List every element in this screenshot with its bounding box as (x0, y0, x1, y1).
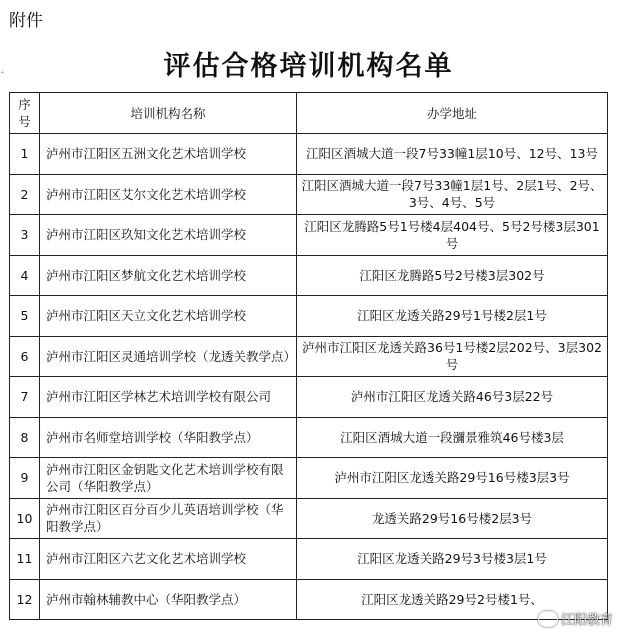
header-name: 培训机构名称 (40, 93, 297, 134)
row-name: 泸州市翰林辅教中心（华阳教学点） (40, 579, 297, 620)
attachment-label: 附件 (9, 11, 43, 31)
row-name: 泸州市江阳区玖知文化艺术培训学校 (40, 215, 297, 256)
row-no: 6 (10, 336, 40, 377)
row-no: 9 (10, 458, 40, 499)
header-no: 序号 (10, 93, 40, 134)
table-row (10, 336, 608, 377)
wechat-icon (538, 611, 558, 627)
table-row (10, 215, 608, 256)
table-row (10, 458, 608, 499)
row-addr: 江阳区龙腾路5号1号楼4层404号、5号2号楼3层301号 (297, 215, 608, 256)
row-name: 泸州市江阳区灵通培训学校（龙透关教学点） (40, 336, 297, 377)
row-no: 10 (10, 498, 40, 539)
row-name: 泸州市江阳区金钥匙文化艺术培训学校有限公司（华阳教学点） (40, 458, 297, 499)
row-name: 泸州市江阳区学林艺术培训学校有限公司 (40, 377, 297, 418)
row-no: 8 (10, 417, 40, 458)
institution-table (9, 92, 608, 620)
header-addr: 办学地址 (297, 93, 608, 134)
row-no: 4 (10, 255, 40, 296)
row-name: 泸州市名师堂培训学校（华阳教学点） (40, 417, 297, 458)
watermark-text: 江阳教育 (560, 613, 613, 628)
row-name: 泸州市江阳区艾尔文化艺术培训学校 (40, 174, 297, 215)
table-row (10, 539, 608, 580)
row-no: 2 (10, 174, 40, 215)
table-row (10, 296, 608, 337)
row-addr: 江阳区龙透关路29号3号楼3层1号 (297, 539, 608, 580)
table-row (10, 377, 608, 418)
row-no: 7 (10, 377, 40, 418)
table-row (10, 498, 608, 539)
table-row (10, 174, 608, 215)
row-no: 5 (10, 296, 40, 337)
row-no: 11 (10, 539, 40, 580)
row-name: 泸州市江阳区天立文化艺术培训学校 (40, 296, 297, 337)
row-addr: 泸州市江阳区龙透关路29号16号楼3层3号 (297, 458, 608, 499)
row-addr: 江阳区酒城大道一段7号33幢1层10号、12号、13号 (297, 134, 608, 175)
row-addr: 泸州市江阳区龙透关路46号3层22号 (297, 377, 608, 418)
row-name: 泸州市江阳区梦航文化艺术培训学校 (40, 255, 297, 296)
row-no: 1 (10, 134, 40, 175)
row-name: 泸州市江阳区五洲文化艺术培训学校 (40, 134, 297, 175)
page-title: 评估合格培训机构名单 (163, 51, 454, 82)
row-addr: 江阳区龙透关路29号1号楼2层1号 (297, 296, 608, 337)
watermark (538, 609, 613, 628)
row-no: 12 (10, 579, 40, 620)
table-row (10, 134, 608, 175)
table-row (10, 579, 608, 620)
row-name: 泸州市江阳区百分百少儿英语培训学校（华阳教学点） (40, 498, 297, 539)
table-row (10, 255, 608, 296)
row-addr: 江阳区酒城大道一段7号33幢1层1号、2层1号、2号、3号、4号、5号 (297, 174, 608, 215)
margin-mark: ⁺ (0, 70, 5, 80)
table-row (10, 417, 608, 458)
row-addr: 江阳区酒城大道一段瀰景雅筑46号楼3层 (297, 417, 608, 458)
row-no: 3 (10, 215, 40, 256)
row-addr: 泸州市江阳区龙透关路36号1号楼2层202号、3层302号 (297, 336, 608, 377)
row-name: 泸州市江阳区六艺文化艺术培训学校 (40, 539, 297, 580)
row-addr: 江阳区龙透关路29号2号楼1号、 (297, 579, 608, 620)
row-addr: 江阳区龙腾路5号2号楼3层302号 (297, 255, 608, 296)
row-addr: 龙透关路29号16号楼2层3号 (297, 498, 608, 539)
